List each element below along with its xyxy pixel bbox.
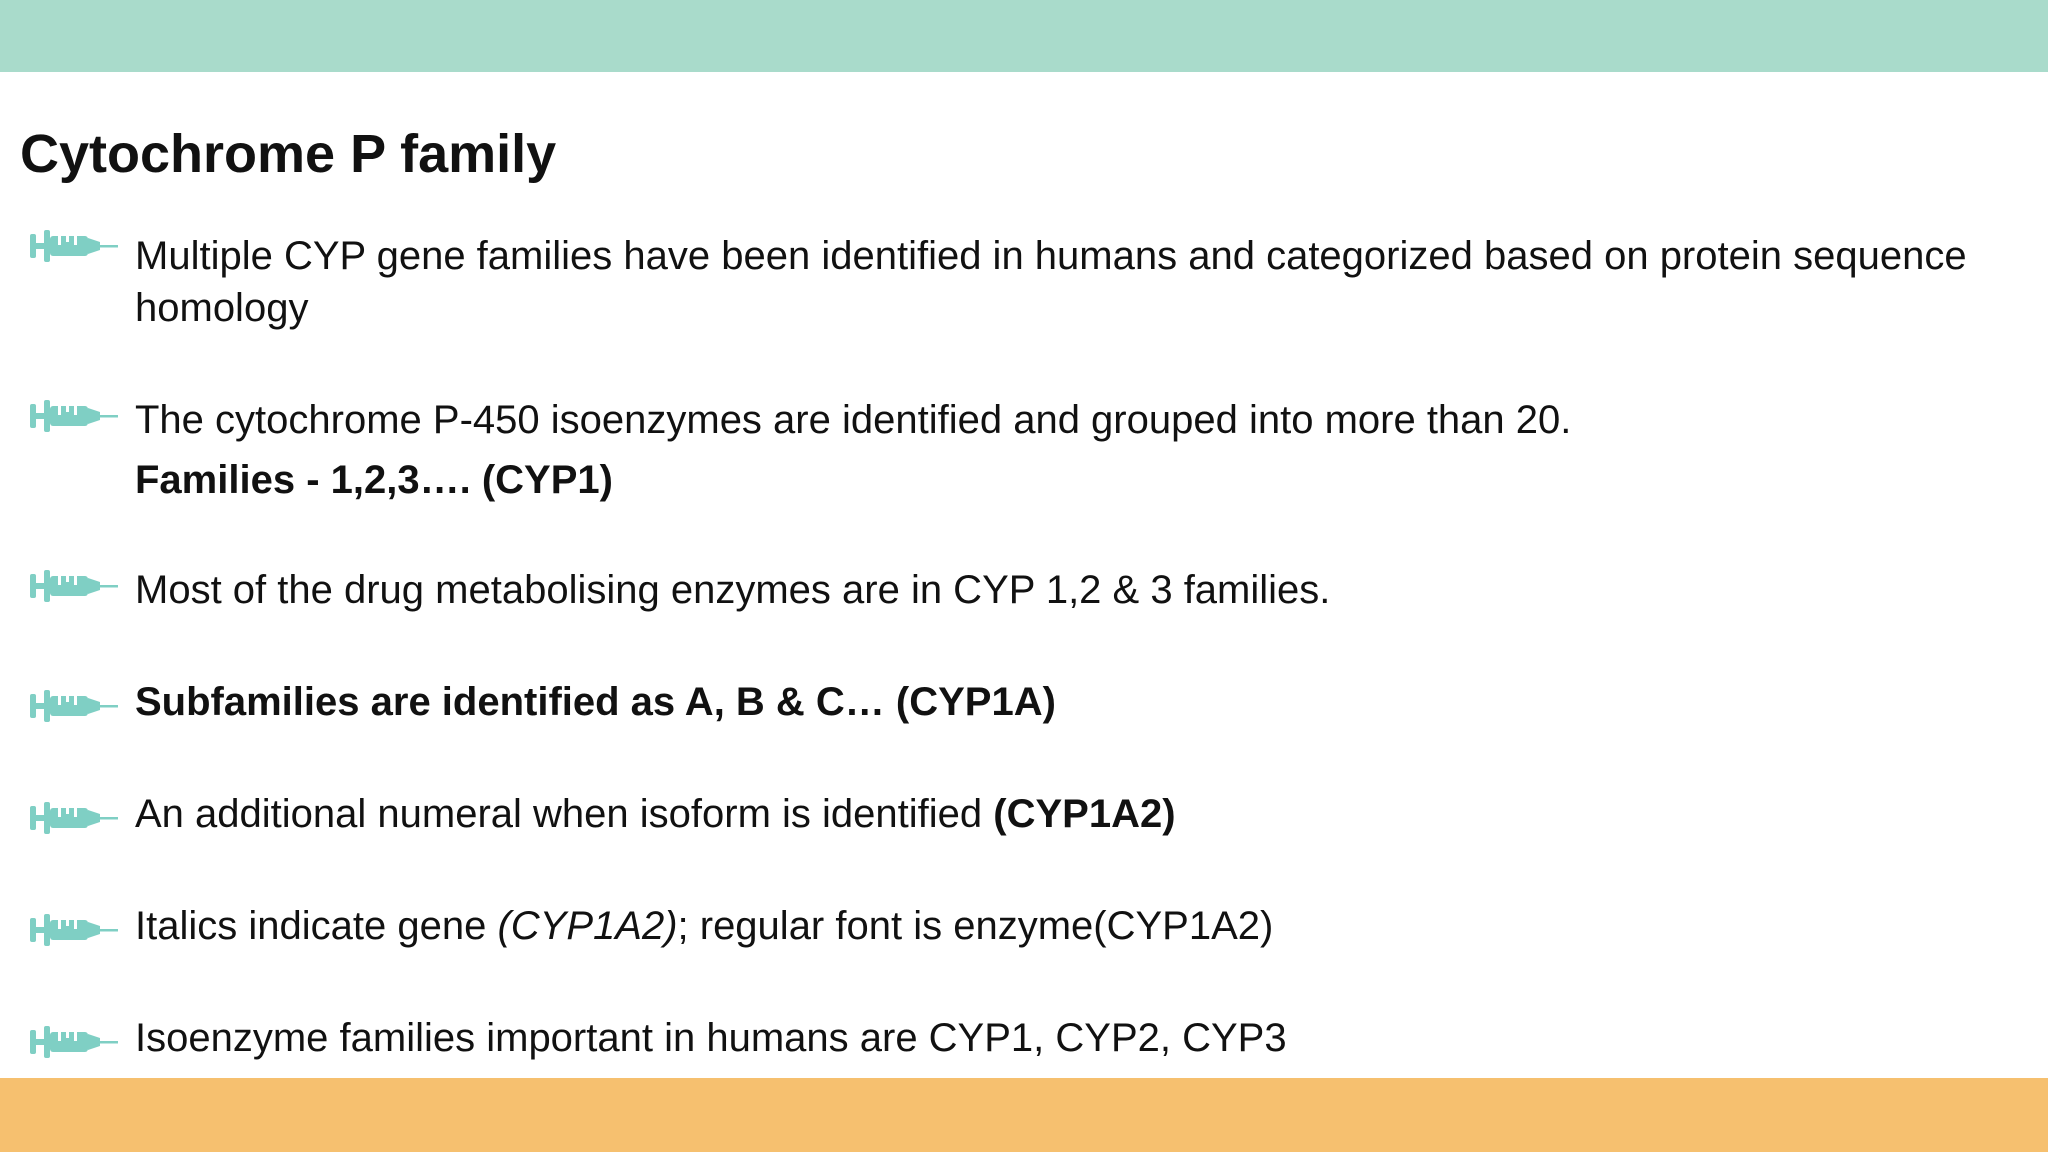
syringe-icon: [28, 224, 120, 268]
bullet-text: Isoenzyme families important in humans are CYP1, CYP2, CYP3: [135, 1016, 1287, 1060]
syringe-icon: [28, 796, 120, 840]
bullet-text: Multiple CYP gene families have been identified in humans and categorized based on protein sequence: [135, 234, 1967, 278]
bottom-color-band: [0, 1078, 2048, 1152]
bullet-text: [135, 900, 2048, 952]
bullet-text-italic: (CYP1A2): [497, 904, 678, 948]
bullet-text: The cytochrome P-450 isoenzymes are identified and grouped into more than 20.: [135, 398, 1572, 442]
bullet-text: Most of the drug metabolising enzymes are in CYP 1,2 & 3 families.: [135, 568, 1331, 612]
bullet-text-continued: homology: [135, 286, 309, 330]
bullet-text-bold: (CYP1A2): [993, 792, 1176, 836]
syringe-icon: [28, 908, 120, 952]
syringe-icon: [28, 394, 120, 438]
bullet-text: Subfamilies are identified as A, B & C… (CYP1A): [135, 680, 1056, 724]
top-color-band: [0, 0, 2048, 72]
syringe-icon: [28, 684, 120, 728]
bullet-text-families: Families - 1,2,3…. (CYP1): [135, 458, 613, 502]
bullet-text-regular: An additional numeral when isoform is identified: [135, 792, 994, 836]
bullet-text-regular: Italics indicate gene: [135, 904, 498, 948]
bullet-text-regular-2: ; regular font is enzyme(CYP1A2): [677, 904, 1274, 948]
slide-title: Cytochrome P family: [20, 124, 557, 184]
syringe-icon: [28, 1020, 120, 1064]
syringe-icon: [28, 564, 120, 608]
bullet-text: [135, 788, 2048, 840]
